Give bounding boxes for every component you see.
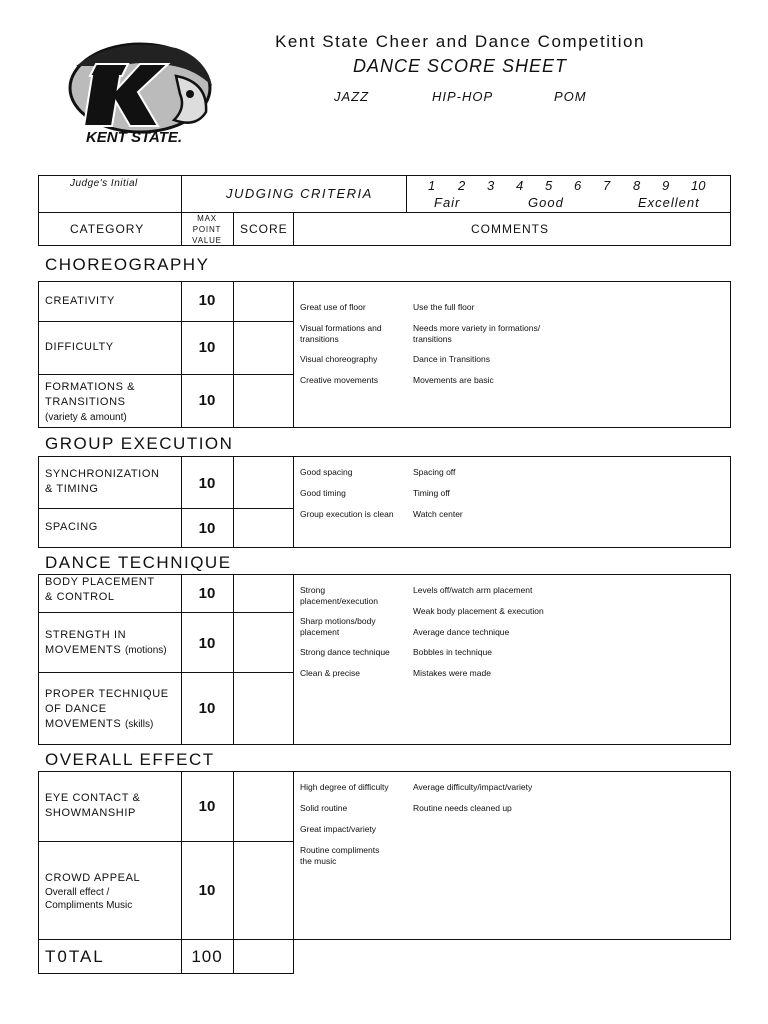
max-points: 10 — [198, 635, 216, 652]
section-title-dance-technique: DANCE TECHNIQUE — [45, 553, 232, 572]
max-point-value-header: MAX POINT VALUE — [192, 214, 222, 245]
comment-improvement: Dance in Transitions — [413, 354, 491, 364]
category-synchronization-timing: SYNCHRONIZATION & TIMING — [45, 468, 160, 495]
score-cell-body-placement[interactable] — [234, 575, 293, 612]
score-cell-synchronization[interactable] — [234, 457, 293, 508]
comment-positive: Sharp motions/body placement — [300, 616, 376, 637]
style-option-hiphop: HIP-HOP — [432, 89, 494, 104]
scale-word-fair: Fair — [434, 195, 461, 210]
comment-positive: Clean & precise — [300, 668, 361, 678]
comment-improvement: Levels off/watch arm placement — [413, 585, 533, 595]
comment-positive: Solid routine — [300, 803, 348, 813]
score-cell-eye-contact[interactable] — [234, 772, 293, 841]
comment-improvement: Movements are basic — [413, 375, 494, 385]
max-points: 10 — [198, 292, 216, 309]
comment-improvement: Weak body placement & execution — [413, 606, 544, 616]
score-cell-creativity[interactable] — [234, 282, 293, 321]
category-strength-in-movements: STRENGTH IN MOVEMENTS (motions) — [45, 629, 167, 656]
comment-positive: Great impact/variety — [300, 824, 377, 834]
section-title-overall-effect: OVERALL EFFECT — [45, 750, 215, 769]
comment-positive: Strong dance technique — [300, 647, 390, 657]
scale-number: 9 — [662, 178, 670, 193]
comment-improvement: Spacing off — [413, 467, 456, 477]
category-proper-technique: PROPER TECHNIQUE OF DANCE MOVEMENTS (skills) — [45, 688, 169, 730]
comment-improvement: Routine needs cleaned up — [413, 803, 512, 813]
comment-positive: High degree of difficulty — [300, 782, 389, 792]
page-title: Kent State Cheer and Dance Competition — [275, 32, 645, 51]
max-points: 10 — [198, 475, 216, 492]
scale-number: 1 — [428, 178, 436, 193]
comment-improvement: Bobbles in technique — [413, 647, 492, 657]
max-points: 10 — [198, 882, 216, 899]
max-points: 10 — [198, 392, 216, 409]
comment-improvement: Average difficulty/impact/variety — [413, 782, 533, 792]
comment-improvement: Mistakes were made — [413, 668, 491, 678]
max-points: 10 — [198, 798, 216, 815]
scale-number: 3 — [487, 178, 495, 193]
scale-number: 7 — [603, 178, 611, 193]
comment-improvement: Use the full floor — [413, 302, 475, 312]
scale-number: 5 — [545, 178, 553, 193]
max-points: 10 — [198, 700, 216, 717]
category-formations-transitions: FORMATIONS & TRANSITIONS (variety & amount) — [45, 381, 136, 423]
category-crowd-appeal: CROWD APPEAL Overall effect / Compliments Music — [45, 872, 141, 911]
comment-positive: Routine compliments the music — [300, 845, 380, 866]
scale-word-good: Good — [528, 195, 564, 210]
total-label: T0TAL — [45, 947, 105, 966]
category-header: CATEGORY — [70, 222, 145, 236]
judge-initial-label: Judge's Initial — [70, 178, 138, 189]
score-header: SCORE — [240, 222, 288, 236]
section-title-choreography: CHOREOGRAPHY — [45, 255, 210, 274]
total-score-cell[interactable] — [234, 940, 293, 973]
score-cell-difficulty[interactable] — [234, 322, 293, 374]
category-difficulty: DIFFICULTY — [45, 341, 114, 353]
comment-positive: Creative movements — [300, 375, 378, 385]
logo-wordmark: KENT STATE. — [85, 129, 183, 146]
scale-number: 4 — [516, 178, 524, 193]
style-option-jazz: JAZZ — [334, 89, 370, 104]
scale-number: 8 — [633, 178, 641, 193]
comment-positive: Strong placement/execution — [300, 585, 378, 606]
score-cell-crowd-appeal[interactable] — [234, 842, 293, 940]
comment-improvement: Average dance technique — [413, 627, 510, 637]
score-cell-strength[interactable] — [234, 613, 293, 672]
score-cell-spacing[interactable] — [234, 509, 293, 548]
comment-positive: Good spacing — [300, 467, 353, 477]
max-points: 10 — [198, 520, 216, 537]
category-creativity: CREATIVITY — [45, 295, 115, 307]
score-cell-formations[interactable] — [234, 375, 293, 428]
scale-number: 10 — [691, 178, 706, 193]
max-points: 10 — [198, 339, 216, 356]
section-title-group-execution: GROUP EXECUTION — [45, 434, 234, 453]
comment-positive: Group execution is clean — [300, 509, 394, 519]
category-eye-contact-showmanship: EYE CONTACT & SHOWMANSHIP — [45, 792, 141, 819]
comment-improvement: Watch center — [413, 509, 463, 519]
scale-number: 2 — [458, 178, 466, 193]
comment-positive: Visual formations and transitions — [300, 323, 382, 344]
comment-improvement: Needs more variety in formations/ transitions — [413, 323, 541, 344]
score-cell-proper-technique[interactable] — [234, 673, 293, 745]
comments-header: COMMENTS — [471, 222, 549, 236]
comment-positive: Great use of floor — [300, 302, 366, 312]
page-subtitle: DANCE SCORE SHEET — [352, 56, 568, 76]
judging-criteria-label: JUDGING CRITERIA — [226, 186, 373, 201]
category-body-placement-control: BODY PLACEMENT & CONTROL — [45, 576, 155, 603]
category-spacing: SPACING — [45, 521, 98, 533]
style-option-pom: POM — [554, 89, 587, 104]
total-max-points: 100 — [191, 947, 223, 966]
kent-state-logo — [56, 36, 216, 148]
scale-word-excellent: Excellent — [638, 195, 700, 210]
comment-positive: Visual choreography — [300, 354, 378, 364]
comment-positive: Good timing — [300, 488, 346, 498]
scale-number: 6 — [574, 178, 582, 193]
comment-improvement: Timing off — [413, 488, 450, 498]
max-points: 10 — [198, 585, 216, 602]
